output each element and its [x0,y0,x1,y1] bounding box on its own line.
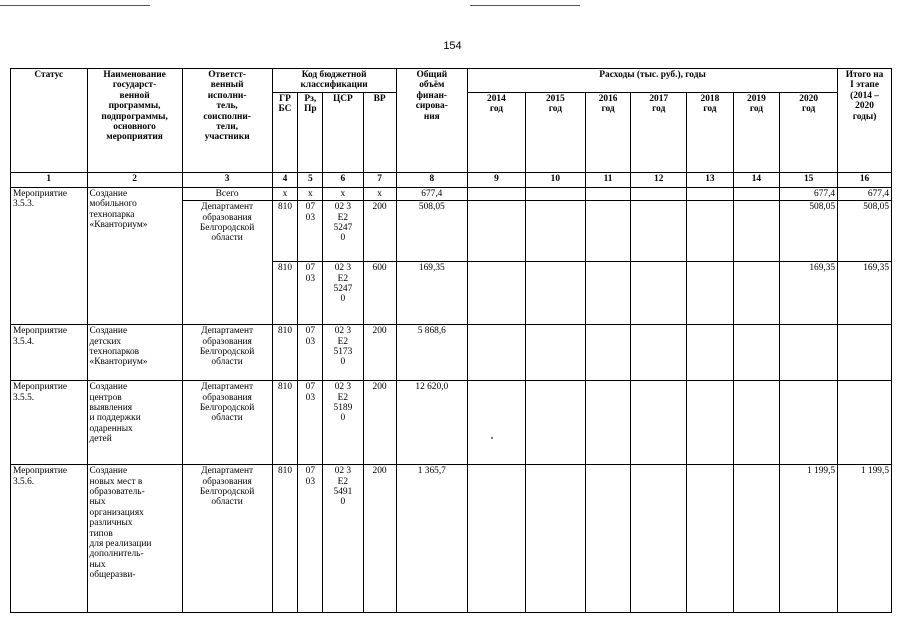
year-cell [687,262,734,325]
header-grbs: ГР БС [272,92,298,172]
rzpr-cell: 07 03 [298,325,323,381]
year-2020-cell: 169,35 [780,262,838,325]
year-cell [585,465,630,613]
csr-cell: 02 3 E2 5247 0 [323,262,363,325]
year-2020-cell: 1 199,5 [780,465,838,613]
csr-cell: 02 3 E2 5491 0 [323,465,363,613]
header-year-2016: 2016 год [585,92,630,172]
column-number-row [11,172,892,187]
header-executor: Ответст- венный исполни- тель, соисполни- тели, участники [182,69,272,173]
csr-cell: 02 3 E2 5173 0 [323,325,363,381]
total-cell: 12 620,0 [396,381,467,465]
status-cell: Мероприятие 3.5.3. [11,187,88,324]
year-cell [687,187,734,200]
grbs-cell: 810 [272,325,298,381]
year-cell [467,325,525,381]
name-cell: Создание мобильного технопарка «Кванториум» [87,187,182,324]
header-row-1 [11,69,892,93]
year-cell [733,325,780,381]
grbs-cell: х [272,187,298,200]
header-year-2018: 2018 год [687,92,734,172]
year-cell [525,262,585,325]
table-row-3-5-5 [11,381,892,465]
year-cell [733,201,780,262]
column-number: 14 [733,172,780,187]
column-number: 3 [182,172,272,187]
executor-cell: Всего [182,187,272,200]
year-2020-cell: 677,4 [780,187,838,200]
name-cell: Создание новых мест в образователь- ных организациях различных типов для реализации дополнитель- ных общеразви- [87,465,182,613]
year-cell [631,262,687,325]
table-row-3-5-6 [11,465,892,613]
executor-cell: Департамент образования Белгородской области [182,325,272,381]
year-cell [525,381,585,465]
year-cell [585,325,630,381]
header-year-2017: 2017 год [631,92,687,172]
vr-cell: 200 [363,465,396,613]
total-cell: 5 868,6 [396,325,467,381]
year-cell [631,465,687,613]
year-cell [525,325,585,381]
year-cell [687,325,734,381]
column-number: 7 [363,172,396,187]
year-cell [687,381,734,465]
executor-cell: Департамент образования Белгородской области [182,381,272,465]
table-row-3-5-3-total [11,187,892,200]
year-cell [525,201,585,262]
header-year-2020: 2020 год [780,92,838,172]
column-number: 16 [838,172,892,187]
year-cell [525,187,585,200]
header-name: Наименование государст- венной программы, подпрограммы, основного мероприятия [87,69,182,173]
year-cell [631,325,687,381]
year-cell [780,325,838,381]
header-total: Общий объём финан- сирова- ния [396,69,467,173]
stage-total-cell: 508,05 [838,201,892,262]
year-cell [733,465,780,613]
header-rzpr: Рз, Пр [298,92,323,172]
header-stage-total: Итого на I этапе (2014 – 2020 годы) [838,69,892,173]
year-cell [525,465,585,613]
column-number: 6 [323,172,363,187]
rzpr-cell: 07 03 [298,262,323,325]
stage-total-cell: 169,35 [838,262,892,325]
stage-total-cell [838,381,892,465]
header-year-2015: 2015 год [525,92,585,172]
rzpr-cell: 07 03 [298,201,323,262]
year-cell [733,262,780,325]
column-number: 15 [780,172,838,187]
stage-total-cell: 1 199,5 [838,465,892,613]
total-cell: 508,05 [396,201,467,262]
column-number: 12 [631,172,687,187]
grbs-cell: 810 [272,201,298,262]
vr-cell: 200 [363,381,396,465]
column-number: 11 [585,172,630,187]
year-cell [467,381,525,465]
year-cell [467,201,525,262]
year-cell [687,465,734,613]
scan-speck [491,437,493,439]
rzpr-cell: 07 03 [298,465,323,613]
year-cell [780,381,838,465]
stage-total-cell [838,325,892,381]
vr-cell: х [363,187,396,200]
year-cell [733,187,780,200]
rzpr-cell: х [298,187,323,200]
year-cell [467,465,525,613]
year-cell [585,381,630,465]
year-cell [631,187,687,200]
column-number: 2 [87,172,182,187]
scan-edge-line-left [0,5,150,6]
csr-cell: х [323,187,363,200]
total-cell: 1 365,7 [396,465,467,613]
header-status: Статус [11,69,88,173]
column-number: 5 [298,172,323,187]
grbs-cell: 810 [272,262,298,325]
csr-cell: 02 3 E2 5247 0 [323,201,363,262]
executor-cell: Департамент образования Белгородской области [182,465,272,613]
year-cell [631,381,687,465]
rzpr-cell: 07 03 [298,381,323,465]
total-cell: 169,35 [396,262,467,325]
year-cell [585,262,630,325]
year-cell [585,187,630,200]
header-budget-code: Код бюджетной классификации [272,69,396,93]
year-cell [467,262,525,325]
status-cell: Мероприятие 3.5.5. [11,381,88,465]
year-cell [467,187,525,200]
status-cell: Мероприятие 3.5.4. [11,325,88,381]
vr-cell: 200 [363,325,396,381]
stage-total-cell: 677,4 [838,187,892,200]
vr-cell: 600 [363,262,396,325]
header-expenses: Расходы (тыс. руб.), годы [467,69,837,93]
column-number: 4 [272,172,298,187]
budget-table [10,68,892,613]
year-cell [733,381,780,465]
name-cell: Создание детских технопарков «Кванториум» [87,325,182,381]
year-cell [687,201,734,262]
status-cell: Мероприятие 3.5.6. [11,465,88,613]
column-number: 9 [467,172,525,187]
table-row-3-5-4 [11,325,892,381]
header-year-2014: 2014 год [467,92,525,172]
page-number: 154 [443,40,462,52]
total-cell: 677,4 [396,187,467,200]
column-number: 8 [396,172,467,187]
year-cell [631,201,687,262]
header-csr: ЦСР [323,92,363,172]
scan-edge-line-right [470,5,580,6]
header-vr: ВР [363,92,396,172]
year-cell [585,201,630,262]
header-year-2019: 2019 год [733,92,780,172]
vr-cell: 200 [363,201,396,262]
column-number: 13 [687,172,734,187]
name-cell: Создание центров выявления и поддержки одаренных детей [87,381,182,465]
year-2020-cell: 508,05 [780,201,838,262]
column-number: 10 [525,172,585,187]
grbs-cell: 810 [272,465,298,613]
executor-cell: Департамент образования Белгородской области [182,201,272,325]
csr-cell: 02 3 E2 5189 0 [323,381,363,465]
column-number: 1 [11,172,88,187]
grbs-cell: 810 [272,381,298,465]
